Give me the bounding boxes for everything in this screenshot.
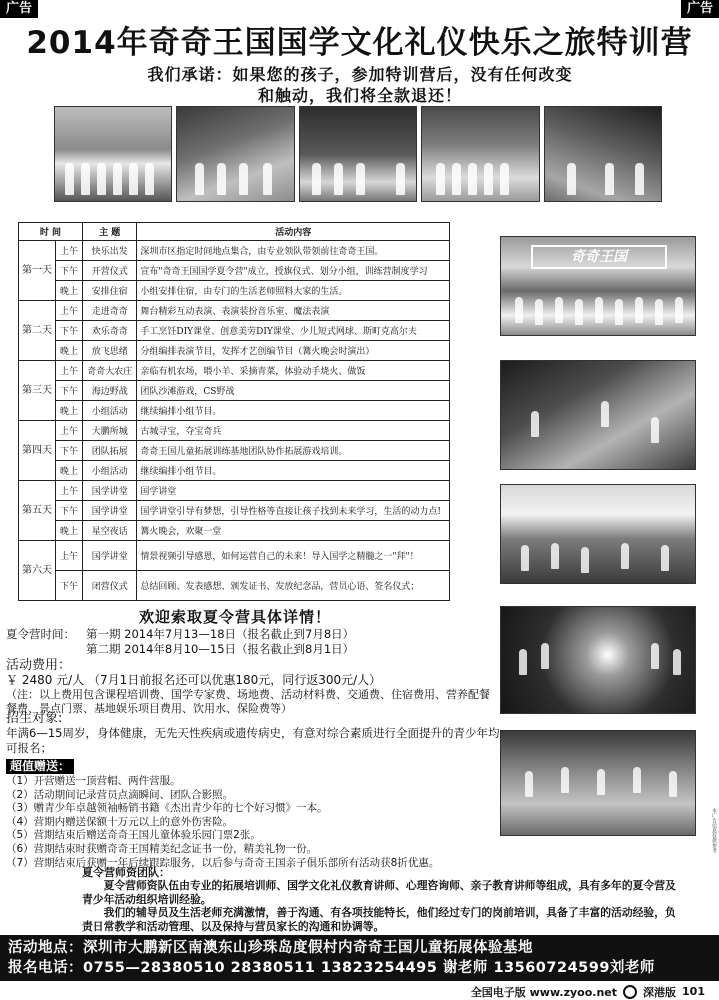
fee-label: 活动费用：: [6, 658, 72, 673]
theme: 小组活动: [83, 461, 137, 481]
table-row: [19, 261, 450, 281]
theme: 奇奇大农庄: [83, 361, 137, 381]
header-content: 活动内容: [137, 223, 450, 241]
photo-beach-kids: [500, 730, 696, 836]
gifts-label: 超值赠送：: [6, 759, 74, 774]
photo-campus-activity: [299, 106, 417, 202]
table-row: [19, 571, 450, 601]
promise-text: [60, 64, 660, 106]
theme: 欢乐奇奇: [83, 321, 137, 341]
photo-outdoor-game: [176, 106, 294, 202]
slot: 下午: [56, 571, 83, 601]
park-sign: 奇奇王国: [531, 245, 667, 269]
fee-price: ￥ 2480 元/人: [6, 673, 85, 687]
fee-note: （注：以上费用包含课程培训费、国学专家费、场地费、活动材料费、交通费、住宿费用、营养配餐餐费、景点门票、基地娱乐项目费用、饮用水、保险费等）: [6, 688, 490, 715]
slot: 上午: [56, 481, 83, 501]
content: 古城寻宝，夺宝奇兵: [137, 421, 450, 441]
content: 继续编排小组节目。: [137, 461, 450, 481]
day-label: 第四天: [19, 421, 56, 481]
slot: 上午: [56, 541, 83, 571]
table-row: [19, 481, 450, 501]
region-label: 深港版: [643, 985, 677, 999]
day-label: 第五天: [19, 481, 56, 541]
table-row: [19, 341, 450, 361]
slot: 晚上: [56, 461, 83, 481]
slot: 下午: [56, 321, 83, 341]
slot: 晚上: [56, 281, 83, 301]
photo-classroom: [500, 484, 696, 584]
content: 继续编排小组节目。: [137, 401, 450, 421]
theme: 大鹏所城: [83, 421, 137, 441]
table-row: [19, 441, 450, 461]
camp-period-1: 第一期 2014年7月13—18日（报名截止到7月8日）: [86, 627, 355, 641]
content: 深圳市区指定时间地点集合，由专业领队带领前往奇奇王国。: [137, 241, 450, 261]
list-item: （5）营期结束后赠送奇奇王国儿童体验乐园门票2张。: [6, 829, 261, 842]
content: 国学讲堂: [137, 481, 450, 501]
slot: 上午: [56, 301, 83, 321]
table-row: [19, 281, 450, 301]
header-time: 时 间: [19, 223, 83, 241]
slot: 下午: [56, 501, 83, 521]
schedule-table: [18, 222, 450, 601]
teachers-paragraph-2: 我们的辅导员及生活老师充满激情，善于沟通、有各项技能特长，他们经过专门的岗前培训，具备了丰富的活动经验，负责日常教学和活动管理、以及保持与营员家长的沟通和协调等。: [82, 906, 676, 933]
table-row: [19, 541, 450, 571]
contact-footer: [0, 935, 719, 981]
page-title: 2014年奇奇王国国学文化礼仪快乐之旅特训营: [26, 25, 693, 61]
photo-bonfire-night: [500, 606, 696, 714]
side-note: 本广告信息仅供参考: [711, 808, 717, 853]
content: 奇奇王国儿童拓展训练基地团队协作拓展游戏培训。: [137, 441, 450, 461]
slot: 上午: [56, 421, 83, 441]
table-row: [19, 381, 450, 401]
content: 小组安排住宿，由专门的生活老师照料大家的生活。: [137, 281, 450, 301]
day-label: 第三天: [19, 361, 56, 421]
photo-park-lineup: [421, 106, 539, 202]
teachers-title: 夏令营师资团队：: [82, 866, 170, 879]
theme: 小组活动: [83, 401, 137, 421]
day-label: 第一天: [19, 241, 56, 301]
table-row: [19, 401, 450, 421]
ad-label-right: 广告: [681, 0, 719, 18]
slot: 下午: [56, 261, 83, 281]
slot: 上午: [56, 241, 83, 261]
top-photo-strip: [54, 106, 662, 202]
promise-line-2: 和触动，我们将全款退还！: [257, 86, 462, 105]
ad-label-left: 广告: [0, 0, 38, 18]
list-item: （2）活动期间记录营员点滴瞬间、团队合影照。: [6, 788, 234, 801]
table-row: [19, 321, 450, 341]
camp-time-block: [6, 627, 496, 657]
recruit-text: 年满6—15周岁，身体健康，无先天性疾病或遗传病史，有意对综合素质进行全面提升的青少年均可报名；: [6, 726, 500, 755]
theme: 闭营仪式: [83, 571, 137, 601]
slot: 晚上: [56, 341, 83, 361]
publisher-logo-icon: [623, 985, 637, 999]
slot: 晚上: [56, 521, 83, 541]
list-item: （6）营期结束时获赠奇奇王国精美纪念证书一份，精美礼物一份。: [6, 842, 318, 855]
content: 分组编排表演节目，发挥才艺创编节目（篝火晚会时演出）: [137, 341, 450, 361]
content: 国学讲堂引导有梦想，引导性格等直接让孩子找到未来学习，生活的动力点!: [137, 501, 450, 521]
recruit-label: 招生对象:: [6, 711, 63, 726]
page-number: 101: [682, 985, 705, 998]
slot: 晚上: [56, 401, 83, 421]
list-item: （7）营期结束后获赠一年后续跟踪服务，以后参与奇奇王国亲子俱乐部所有活动获8折优惠。: [6, 856, 440, 869]
signup-phone: 报名电话：0755—28380510 28380511 13823254495 谢老师 13560724599刘老师: [8, 960, 655, 976]
theme: 走进奇奇: [83, 301, 137, 321]
theme: 国学讲堂: [83, 541, 137, 571]
camp-time-label: 夏令营时间：: [6, 627, 75, 641]
theme: 团队拓展: [83, 441, 137, 461]
table-row: [19, 361, 450, 381]
content: 情景视频引导感恩，如何运营自己的未来！导入国学之精髓之一"拜"！: [137, 541, 450, 571]
promise-line-1: 我们承诺：如果您的孩子，参加特训营后，没有任何改变: [147, 65, 573, 84]
theme: 放飞思绪: [83, 341, 137, 361]
table-row: [19, 421, 450, 441]
content: 手工烹饪DIY课堂、创意美劳DIY课堂、少儿短式网球、斯町克高尔夫: [137, 321, 450, 341]
content: 团队沙滩游戏，CS野战: [137, 381, 450, 401]
list-item: （3）赠青少年卓越领袖畅销书籍《杰出青少年的七个好习惯》一本。: [6, 802, 328, 815]
teachers-block: [82, 866, 680, 933]
content: 亲临有机农场，喂小羊、采摘青菜，体验动手烧火、做饭: [137, 361, 450, 381]
slot: 上午: [56, 361, 83, 381]
teachers-paragraph-1: 夏令营师资队伍由专业的拓展培训师、国学文化礼仪教育讲师、心理咨询师、亲子教育讲师等组成，具有多年的夏令营及青少年活动组织培训经验。: [82, 879, 676, 906]
publication-bar: [0, 983, 719, 1000]
theme: 国学讲堂: [83, 501, 137, 521]
edition-label: 全国电子版 www.zyoo.net: [470, 985, 618, 999]
slot: 下午: [56, 381, 83, 401]
camp-period-2: 第二期 2014年8月10—15日（报名截止到8月1日）: [86, 642, 355, 656]
fee-discount: （7月1日前报名还可以优惠180元，同行返300元/人）: [88, 673, 382, 687]
theme: 国学讲堂: [83, 481, 137, 501]
list-item: （4）营期内赠送保额十万元以上的意外伤害险。: [6, 815, 234, 828]
schedule-header-row: [19, 223, 450, 241]
photo-theme-park-group: [500, 236, 696, 336]
theme: 星空夜话: [83, 521, 137, 541]
table-row: [19, 301, 450, 321]
photo-farm-work: [544, 106, 662, 202]
theme: 快乐出发: [83, 241, 137, 261]
theme: 海边野战: [83, 381, 137, 401]
day-label: 第二天: [19, 301, 56, 361]
table-row: [19, 501, 450, 521]
welcome-heading: 欢迎索取夏令营具体详情！: [138, 608, 331, 626]
theme: 开营仪式: [83, 261, 137, 281]
fee-block: [6, 658, 500, 716]
recruit-block: [6, 711, 500, 756]
table-row: [19, 461, 450, 481]
activity-location: 活动地点：深圳市大鹏新区南澳东山珍珠岛度假村内奇奇王国儿童拓展体验基地: [8, 940, 533, 956]
header-theme: 主 题: [83, 223, 137, 241]
slot: 下午: [56, 441, 83, 461]
content: 宣布"奇奇王国国学夏令营"成立，授旗仪式、划分小组，训练营制度学习: [137, 261, 450, 281]
theme: 安排住宿: [83, 281, 137, 301]
photo-cooking-outdoors: [500, 360, 696, 470]
gift-list: [6, 775, 502, 870]
table-row: [19, 521, 450, 541]
content: 篝火晚会，欢聚一堂: [137, 521, 450, 541]
content: 舞台精彩互动表演、表演装扮音乐室、魔法表演: [137, 301, 450, 321]
table-row: [19, 241, 450, 261]
list-item: （1）开营赠送一顶营帽、两件营服。: [6, 775, 181, 787]
gifts-block: [6, 755, 502, 870]
content: 总结回顾、发表感想、颁发证书、发放纪念品，营员心语、签名仪式；: [137, 571, 450, 601]
day-label: 第六天: [19, 541, 56, 601]
photo-kids-raising-hands: [54, 106, 172, 202]
